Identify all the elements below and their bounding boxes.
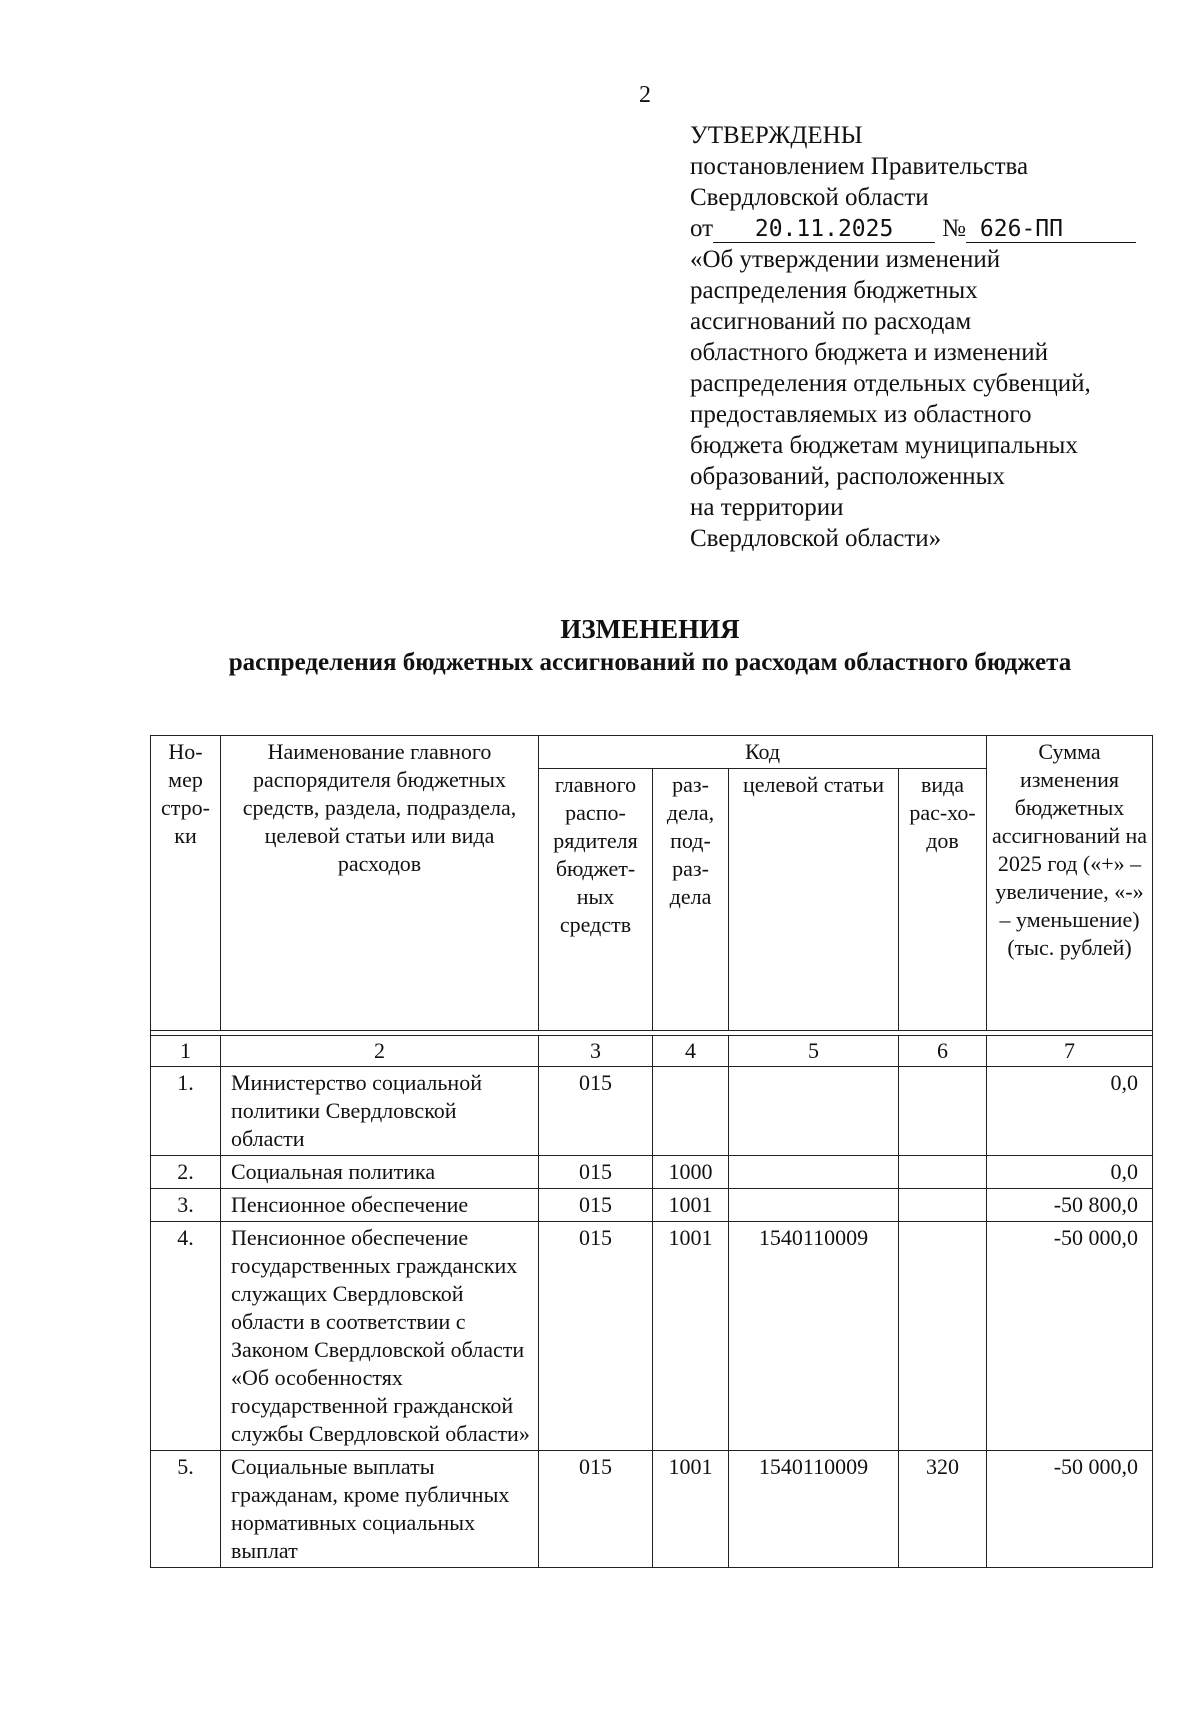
header-name: Наименование главного распорядителя бюджетных средств, раздела, подраздела, целевой статьи или вида расходов bbox=[221, 736, 539, 1031]
subject-line: распределения отдельных субвенций, bbox=[690, 370, 1091, 397]
row-section: 1000 bbox=[653, 1156, 729, 1189]
row-name: Социальные выплаты гражданам, кроме публичных нормативных социальных выплат bbox=[221, 1451, 539, 1568]
row-number: 2. bbox=[151, 1156, 221, 1189]
row-target-article bbox=[729, 1067, 899, 1156]
row-amount: -50 800,0 bbox=[987, 1189, 1153, 1222]
subject-line: бюджета бюджетам муниципальных bbox=[690, 432, 1078, 459]
subject-line: ассигнований по расходам bbox=[690, 308, 972, 335]
row-target-article bbox=[729, 1189, 899, 1222]
header-code-group: Код bbox=[539, 736, 987, 769]
header-expense-type: вида рас-хо-дов bbox=[899, 769, 987, 1031]
date-label: от bbox=[690, 215, 714, 242]
number-label: № bbox=[942, 215, 966, 242]
approval-block bbox=[690, 120, 1160, 554]
row-number: 1. bbox=[151, 1067, 221, 1156]
row-main-manager: 015 bbox=[539, 1222, 653, 1451]
row-number: 5. bbox=[151, 1451, 221, 1568]
approval-heading: УТВЕРЖДЕНЫ bbox=[690, 122, 863, 149]
approval-date: 20.11.2025 bbox=[713, 216, 935, 243]
header-amount: Сумма изменения бюджетных ассигнований на 2025 год («+» – увеличение, «-» – уменьшение) (тыс. рублей) bbox=[987, 736, 1153, 1031]
header-section: раз-дела, под-раз-дела bbox=[653, 769, 729, 1031]
subject-line: предоставляемых из областного bbox=[690, 401, 1032, 428]
row-name: Пенсионное обеспечение государственных гражданских служащих Свердловской области в соответствии с Законом Свердловской области «Об особенностях государственной гражданской службы Свердловской области» bbox=[221, 1222, 539, 1451]
subject-line: Свердловской области» bbox=[690, 525, 942, 552]
row-main-manager: 015 bbox=[539, 1067, 653, 1156]
column-number: 5 bbox=[729, 1036, 899, 1067]
table-row bbox=[151, 1067, 1153, 1156]
column-numbers-row bbox=[151, 1036, 1153, 1067]
row-section: 1001 bbox=[653, 1189, 729, 1222]
row-amount: -50 000,0 bbox=[987, 1451, 1153, 1568]
column-number: 3 bbox=[539, 1036, 653, 1067]
row-amount: 0,0 bbox=[987, 1156, 1153, 1189]
title-main: ИЗМЕНЕНИЯ bbox=[560, 614, 740, 644]
row-expense-type bbox=[899, 1222, 987, 1451]
row-section: 1001 bbox=[653, 1451, 729, 1568]
header-main-manager: главного распо-рядителя бюджет-ных средств bbox=[539, 769, 653, 1031]
table-row bbox=[151, 1189, 1153, 1222]
row-expense-type: 320 bbox=[899, 1451, 987, 1568]
budget-changes-table bbox=[150, 735, 1153, 1568]
row-target-article: 1540110009 bbox=[729, 1451, 899, 1568]
row-target-article: 1540110009 bbox=[729, 1222, 899, 1451]
row-name: Министерство социальной политики Свердловской области bbox=[221, 1067, 539, 1156]
title-sub: распределения бюджетных ассигнований по расходам областного бюджета bbox=[228, 649, 1072, 676]
row-amount: 0,0 bbox=[987, 1067, 1153, 1156]
approval-line-2: Свердловской области bbox=[690, 184, 929, 211]
table-row bbox=[151, 1451, 1153, 1568]
approval-date-number bbox=[690, 213, 1160, 244]
row-main-manager: 015 bbox=[539, 1451, 653, 1568]
page-number: 2 bbox=[639, 82, 651, 108]
row-main-manager: 015 bbox=[539, 1156, 653, 1189]
table-header bbox=[151, 736, 1153, 1031]
row-name: Социальная политика bbox=[221, 1156, 539, 1189]
approval-line-1: постановлением Правительства bbox=[690, 153, 1029, 180]
row-expense-type bbox=[899, 1156, 987, 1189]
row-number: 4. bbox=[151, 1222, 221, 1451]
subject-line: распределения бюджетных bbox=[690, 277, 978, 304]
subject-line: на территории bbox=[690, 494, 844, 521]
row-section: 1001 bbox=[653, 1222, 729, 1451]
document-title bbox=[0, 612, 1200, 680]
table-row bbox=[151, 1222, 1153, 1451]
subject-line: «Об утверждении изменений bbox=[690, 246, 1001, 273]
row-amount: -50 000,0 bbox=[987, 1222, 1153, 1451]
row-expense-type bbox=[899, 1189, 987, 1222]
row-section bbox=[653, 1067, 729, 1156]
row-expense-type bbox=[899, 1067, 987, 1156]
column-number: 1 bbox=[151, 1036, 221, 1067]
subject-line: образований, расположенных bbox=[690, 463, 1005, 490]
row-name: Пенсионное обеспечение bbox=[221, 1189, 539, 1222]
column-number: 2 bbox=[221, 1036, 539, 1067]
approval-number: 626-ПП bbox=[966, 216, 1136, 243]
row-main-manager: 015 bbox=[539, 1189, 653, 1222]
subject-line: областного бюджета и изменений bbox=[690, 339, 1048, 366]
table-row bbox=[151, 1156, 1153, 1189]
column-number: 4 bbox=[653, 1036, 729, 1067]
header-target-article: целевой статьи bbox=[729, 769, 899, 1031]
row-number: 3. bbox=[151, 1189, 221, 1222]
column-number: 7 bbox=[987, 1036, 1153, 1067]
row-target-article bbox=[729, 1156, 899, 1189]
column-number: 6 bbox=[899, 1036, 987, 1067]
header-row-number: Но-мер стро-ки bbox=[151, 736, 221, 1031]
